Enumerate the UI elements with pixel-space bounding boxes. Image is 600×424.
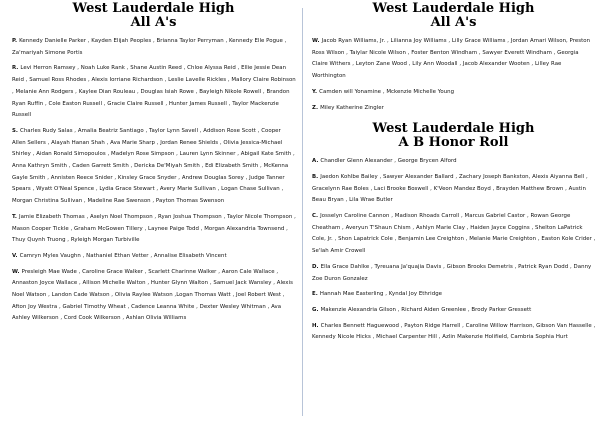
entry-names: Charles Rudy Salas , Amalia Beatriz Santiago , Taylor Lynn Savell , Addison Rose Scott , Cooper Allen Sellers , Alayah Hanan Shah , Ava Marie Sharp , Jordan Renee Shields , Olivia Jessica-Michael Shirley , Aidan Ronald Simopoulos , Madelyn Rose Simpson , Lauren Lynn Skinner , Abigail Kate Smith , Anna Kathryn Smith , Caden Garrett Smith , Dericka De'Miyah Smith , Edi Elizabeth Smith , McKenna Gayle Smith , Annisten Reece Snider , Kinsley Grace Snyder , Andrew Douglas Sorey , Judge Tanner Spears , Wyatt O'Neal Spence , Lydia Grace Stewart , Avery Marie Sullivan , Logan Chase Sullivan , Morgan Christina Sullivan , Madeline Rae Swenson , Payton Thomas Swenson: [12, 127, 295, 205]
school-name: West Lauderdale High: [72, 1, 235, 16]
honor-entry-d: [311, 262, 596, 285]
entry-letter: D.: [312, 263, 319, 270]
name-entry-v: [11, 251, 296, 263]
entry-names: Jamie Elizabeth Thomas , Aselyn Noel Thompson , Ryan Joshua Thompson , Taylor Nicole Thompson , Mason Cooper Tickle , Graham McGowen Tillery , Laynee Paige Todd , Morgan Alexandria Townsend , Thuy Quynh Truong , Ryleigh Morgan Turbiville: [12, 213, 296, 244]
name-entry-z: [311, 103, 596, 115]
left-heading: [11, 2, 296, 30]
entry-letter: S.: [12, 127, 19, 134]
entry-names: Josselyn Caroline Cannon , Madison Rhoads Carroll , Marcus Gabriel Castor , Rowan George Cheatham , Averyun T'Shaun Chism , Ashlyn Marie Clay , Haiden Jayce Coggins , Shelton LaPatrick Cole, Jr. , Shon Lapatrick Cole , Benjamin Lee Creighton , Melanie Marie Creighton , Easton Kole Crider , Se'lah Amir Crowell: [312, 213, 596, 255]
entry-names: Miley Katherine Zingler: [320, 104, 384, 111]
name-entry-r: [11, 63, 296, 122]
right-heading: [311, 2, 596, 30]
entry-letter: W.: [312, 38, 320, 44]
honor-entry-e: [311, 289, 596, 301]
entry-letter: H.: [312, 322, 319, 329]
entry-letter: Y.: [312, 88, 318, 95]
entry-names: Hannah Mae Easterling , Kyndal Joy Ethridge: [319, 291, 443, 298]
name-entry-w: [311, 36, 596, 83]
entry-names: Jacob Ryan Williams, Jr. , Lilianna Joy Williams , Lilly Grace Williams , Jordan Amari Wilson, Preston Ross Wilson , Taiylar Nicole Wilson , Foster Benton Windham , Sawyer Everett Windham , Georgia Claire Withers , Leyton Zane Wood , Lily Ann Woodall , Jacob Alexander Wooten , Lilley Rae Worthington: [312, 38, 591, 80]
entry-letter: G.: [312, 306, 319, 313]
name-entry-y: [311, 87, 596, 99]
entry-names: Camryn Myles Vaughn , Nathaniel Ethan Vetter , Annalise Elisabeth Vincent: [19, 252, 227, 259]
honor-entry-b: [311, 172, 596, 207]
entry-names: Camden will Yonamine , Mckenzie Michelle Young: [319, 88, 455, 95]
name-entry-w: [11, 267, 296, 326]
honor-entry-a: [311, 156, 596, 168]
honor-roll-title: A B Honor Roll: [398, 135, 509, 151]
entry-letter: V.: [12, 252, 18, 259]
entry-names: Chandler Glenn Alexander , George Brycen Alford: [320, 158, 457, 165]
entry-letter: T.: [12, 213, 18, 220]
name-entry-s: [11, 126, 296, 208]
honor-entry-h: [311, 321, 596, 344]
entry-names: Presleigh Mae Wade , Caroline Grace Walker , Scarlett Charinne Walker , Aaron Cale Wallace , Annaston Joyce Wallace , Allison Michelle Walton , Hunter Glynn Walton , Samuel Jack Wansley , Alexis Noel Watson , Landon Cade Watson , Olivia Raylee Watson ,Logan Thomas Watt , Joel Robert West , Afton Joy Westra , Gabriel Timothy Wheat , Cadence Leanna White , Dexter Wesley Whitman , Ava Ashley Wilkerson , Cord Cook Wilkerson , Ashlan Olivia Williams: [12, 268, 293, 322]
entry-names: Makenzie Alexandria Gilson , Richard Aiden Greenlee , Brody Parker Gressett: [320, 306, 532, 313]
right-column: [302, 0, 600, 424]
entry-names: Jaedon Kohlbe Bailey , Sawyer Alexander Ballard , Zachary Joseph Bankston, Alexis Aiyanna Bell , Gracelynn Rae Boles , Laci Brooke Boswell , K'Veon Mandez Boyd , Brayden Matthew Brown , Austin Beau Bryan , Lila Wrae Butler: [312, 173, 588, 204]
school-name: West Lauderdale High: [372, 121, 535, 137]
name-entry-t: [11, 212, 296, 247]
honor-entry-g: [311, 305, 596, 317]
entry-letter: C.: [312, 213, 319, 220]
school-name: West Lauderdale High: [372, 1, 535, 16]
entry-letter: B.: [312, 173, 319, 180]
entry-names: Ella Grace Dahlke , Tyreuana Ja'quajia Davis , Gibson Brooks Demetris , Patrick Ryan Dodd , Danny Zoe Duron Gonzalez: [312, 263, 592, 282]
list-title: All A's: [430, 15, 477, 30]
entry-names: Charles Bennett Haguewood , Payton Ridge Harrell , Caroline Willow Harrison, Gibson Van Hasselle , Kennedy Nicole Hicks , Michael Carpenter Hill , Azlin Makenzie Holifield, Cambria Sophia Hurt: [312, 322, 596, 341]
entry-letter: Z.: [312, 104, 319, 111]
honor-entry-c: [311, 211, 596, 258]
entry-letter: E.: [312, 291, 318, 298]
name-entry-p: [11, 36, 296, 59]
entry-letter: P.: [12, 38, 18, 44]
list-title: All A's: [130, 15, 177, 30]
entry-names: Kennedy Danielle Parker , Kayden Elijah Peoples , Brianna Taylor Perryman , Kennedy Elle Pogue , Za'mariyah Simone Portis: [12, 38, 287, 56]
entry-letter: W.: [12, 268, 20, 275]
entry-letter: A.: [312, 158, 319, 165]
entry-letter: R.: [12, 65, 19, 72]
honor-roll-heading: [311, 122, 596, 150]
entry-names: Levi Herron Ramsey , Noah Luke Rank , Shane Austin Reed , Chloe Alyssa Reid , Ellie Jessie Dean Reid , Samuel Ross Rhodes , Alexis Iorriane Richardson , Leslie Lavelle Rickles , Mallory Claire Robinson , Melanie Ann Rodgers , Kaylee Dian Rouleau , Douglas Isiah Rowe , Bayleigh Nikole Rowell , Brandon Ryan Ruffin , Cole Easton Russell , Gracie Claire Russell , Hunter James Russell , Taylor Mackenzie Russell: [12, 65, 296, 119]
